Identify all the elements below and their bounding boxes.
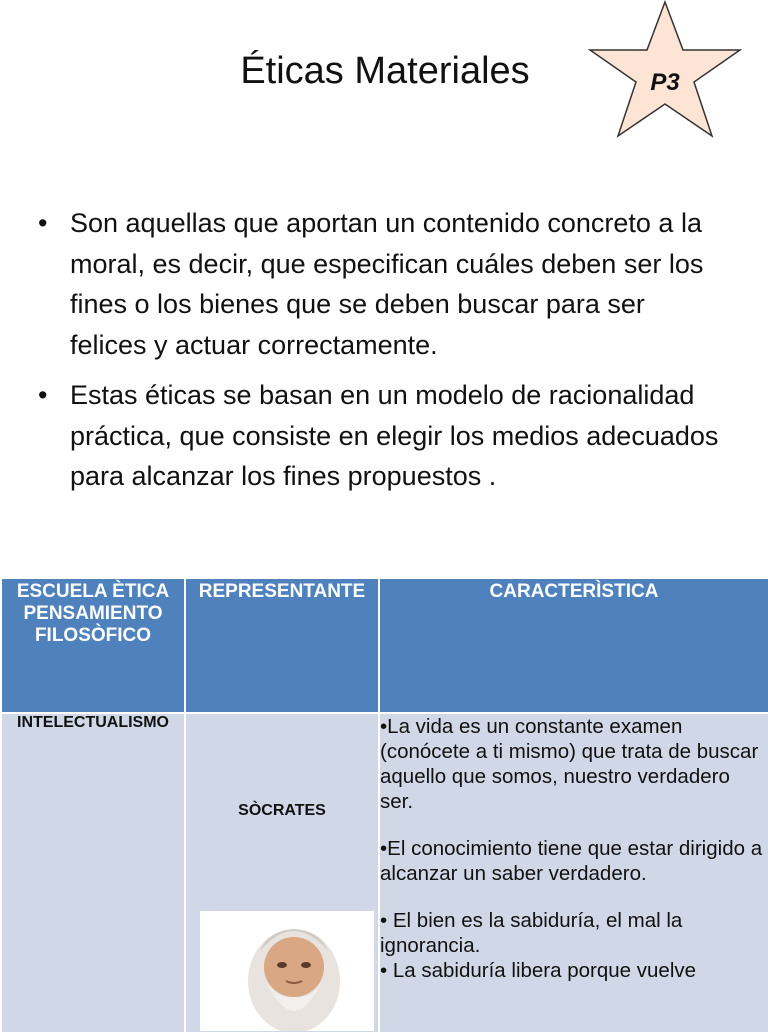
trait-text: •El conocimiento tiene que estar dirigido a alcanzar un saber verdadero. bbox=[380, 837, 763, 885]
school-cell: INTELECTUALISMO bbox=[1, 713, 185, 1033]
bullet-text: Son aquellas que aportan un contenido concreto a la moral, es decir, que especifican cuáles deben ser los fines o los bienes que se deben buscar para ser felices y actuar correctamente. bbox=[70, 208, 704, 360]
bullet-dot: • bbox=[38, 380, 48, 410]
bullet-list bbox=[38, 203, 728, 507]
representative-name: SÒCRATES bbox=[238, 802, 326, 819]
bullet-item bbox=[38, 375, 728, 497]
bullet-item bbox=[38, 203, 728, 365]
bullet-dot: • bbox=[38, 208, 48, 238]
badge-label: P3 bbox=[650, 69, 680, 96]
slide-title: Éticas Materiales bbox=[240, 50, 530, 92]
bullet-text: Estas éticas se basan en un modelo de racionalidad práctica, que consiste en elegir los medios adecuados para alcanzar los fines propuestos . bbox=[70, 380, 719, 491]
trait-text: • El bien es la sabiduría, el mal la ignorancia. bbox=[380, 909, 683, 957]
header-characteristic: CARACTERÌSTICA bbox=[379, 578, 768, 713]
trait-text: • La sabiduría libera porque vuelve bbox=[380, 959, 697, 982]
characteristics-cell bbox=[379, 713, 768, 1033]
header-school: ESCUELA ÈTICA PENSAMIENTO FILOSÒFICO bbox=[1, 578, 185, 713]
p3-star-badge bbox=[588, 0, 742, 140]
representative-cell bbox=[185, 713, 379, 1033]
header-representative: REPRESENTANTE bbox=[185, 578, 379, 713]
trait-text: •La vida es un constante examen (conócete a ti mismo) que trata de buscar aquello que somos, nuestro verdadero ser. bbox=[380, 715, 759, 813]
socrates-portrait bbox=[200, 911, 374, 1031]
table-header-row bbox=[1, 578, 768, 713]
ethics-schools-table bbox=[0, 577, 768, 1034]
table-row bbox=[1, 713, 768, 1033]
